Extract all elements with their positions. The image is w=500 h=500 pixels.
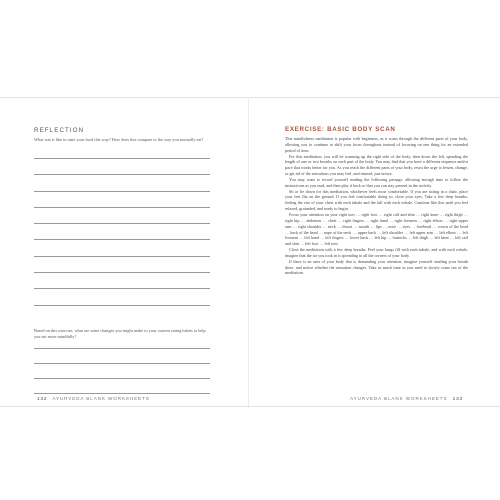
writing-line xyxy=(34,223,210,224)
writing-line xyxy=(34,348,210,349)
writing-line xyxy=(34,272,210,273)
paragraph: Focus your attention on your right toes … right foot … right calf and shin … right knee … right thigh … right hip … abdomen … chest … right fingers … right hand … right forearm … right elbow … right upper arm … right shoulder … neck … throat … mouth … lips … nose … eyes … forehead … crown of the head … back of the head … nape of the neck … upper back … left shoulder … left upper arm … left elbow … left forearm … left hand … left fingers … lower back … left hip … buttocks … left thigh … left knee … left calf and shin … left foot … left toes. xyxy=(285,211,468,247)
book-spread xyxy=(0,97,500,407)
writing-line xyxy=(34,158,210,159)
paragraph: This mindfulness meditation is popular with beginners, as it scans through the different parts of your body, allowing you to continue to shift your focus throughout instead of focusing on one thing for an extended period of time. xyxy=(285,136,468,153)
folio-left xyxy=(34,396,150,401)
writing-line xyxy=(34,288,210,289)
paragraph: Sit or lie down for this meditation, whichever feels most comfortable. If you are sitting in a chair, place your feet flat on the ground. If you feel comfortable doing so, close your eyes. Take a few deep breaths, feeling the rise of your chest with each inhale and the fall with each exhale. Continue like this until you feel relaxed, grounded, and ready to begin. xyxy=(285,188,468,212)
reflection-prompt-1: What was it like to taste your food this way? How does this compare to the way you normally eat? xyxy=(34,137,204,142)
folio-right xyxy=(350,396,466,401)
left-page xyxy=(0,98,249,408)
writing-line xyxy=(34,378,210,379)
body-scan-text xyxy=(285,136,468,276)
reflection-prompt-2: Based on this exercise, what are some changes you might make to your current eating habits to help you eat more mindfully? xyxy=(34,328,206,339)
running-footer-right: AYURVEDA BLANK WORKSHEETS xyxy=(350,396,448,401)
writing-line xyxy=(34,393,210,394)
page-number-right: 133 xyxy=(452,396,463,401)
writing-line xyxy=(34,207,210,208)
writing-line xyxy=(34,174,210,175)
right-page xyxy=(250,98,500,408)
writing-line xyxy=(34,256,210,257)
section-heading-reflection: REFLECTION xyxy=(34,127,85,134)
writing-line xyxy=(34,191,210,192)
page-number-left: 132 xyxy=(37,396,48,401)
writing-line xyxy=(34,363,210,364)
running-footer-left: AYURVEDA BLANK WORKSHEETS xyxy=(52,396,150,401)
paragraph: For this meditation, you will be scanning up the right side of the body, then down the left, spending the length of one or two breaths on each part of the body. You may find that you have a different sequence and/or pace that works better for you. As you reach the different parts of your body, resist the urge to lessen, change, or get rid of the sensations you may feel, and instead, just notice. xyxy=(285,153,468,177)
writing-line xyxy=(34,305,210,306)
writing-lines-1 xyxy=(34,158,210,321)
writing-line xyxy=(34,239,210,240)
section-heading-body-scan: EXERCISE: BASIC BODY SCAN xyxy=(285,126,396,133)
paragraph: If there is an area of your body that is demanding your attention, imagine yourself sending your breath there, and notice whether the sensation changes. Take as much time as you need to slowly come out of the meditation. xyxy=(285,258,468,276)
paragraph: You may want to record yourself reading the following passage, allowing enough time to follow the instructions as you read, and then play it back so that you can stay present in the activity. xyxy=(285,176,468,188)
paragraph: Close the meditation with a few deep breaths. Feel your lungs fill with each inhale, and with each exhale, imagine that the air you took in is spreading to all the corners of your body. xyxy=(285,247,468,258)
